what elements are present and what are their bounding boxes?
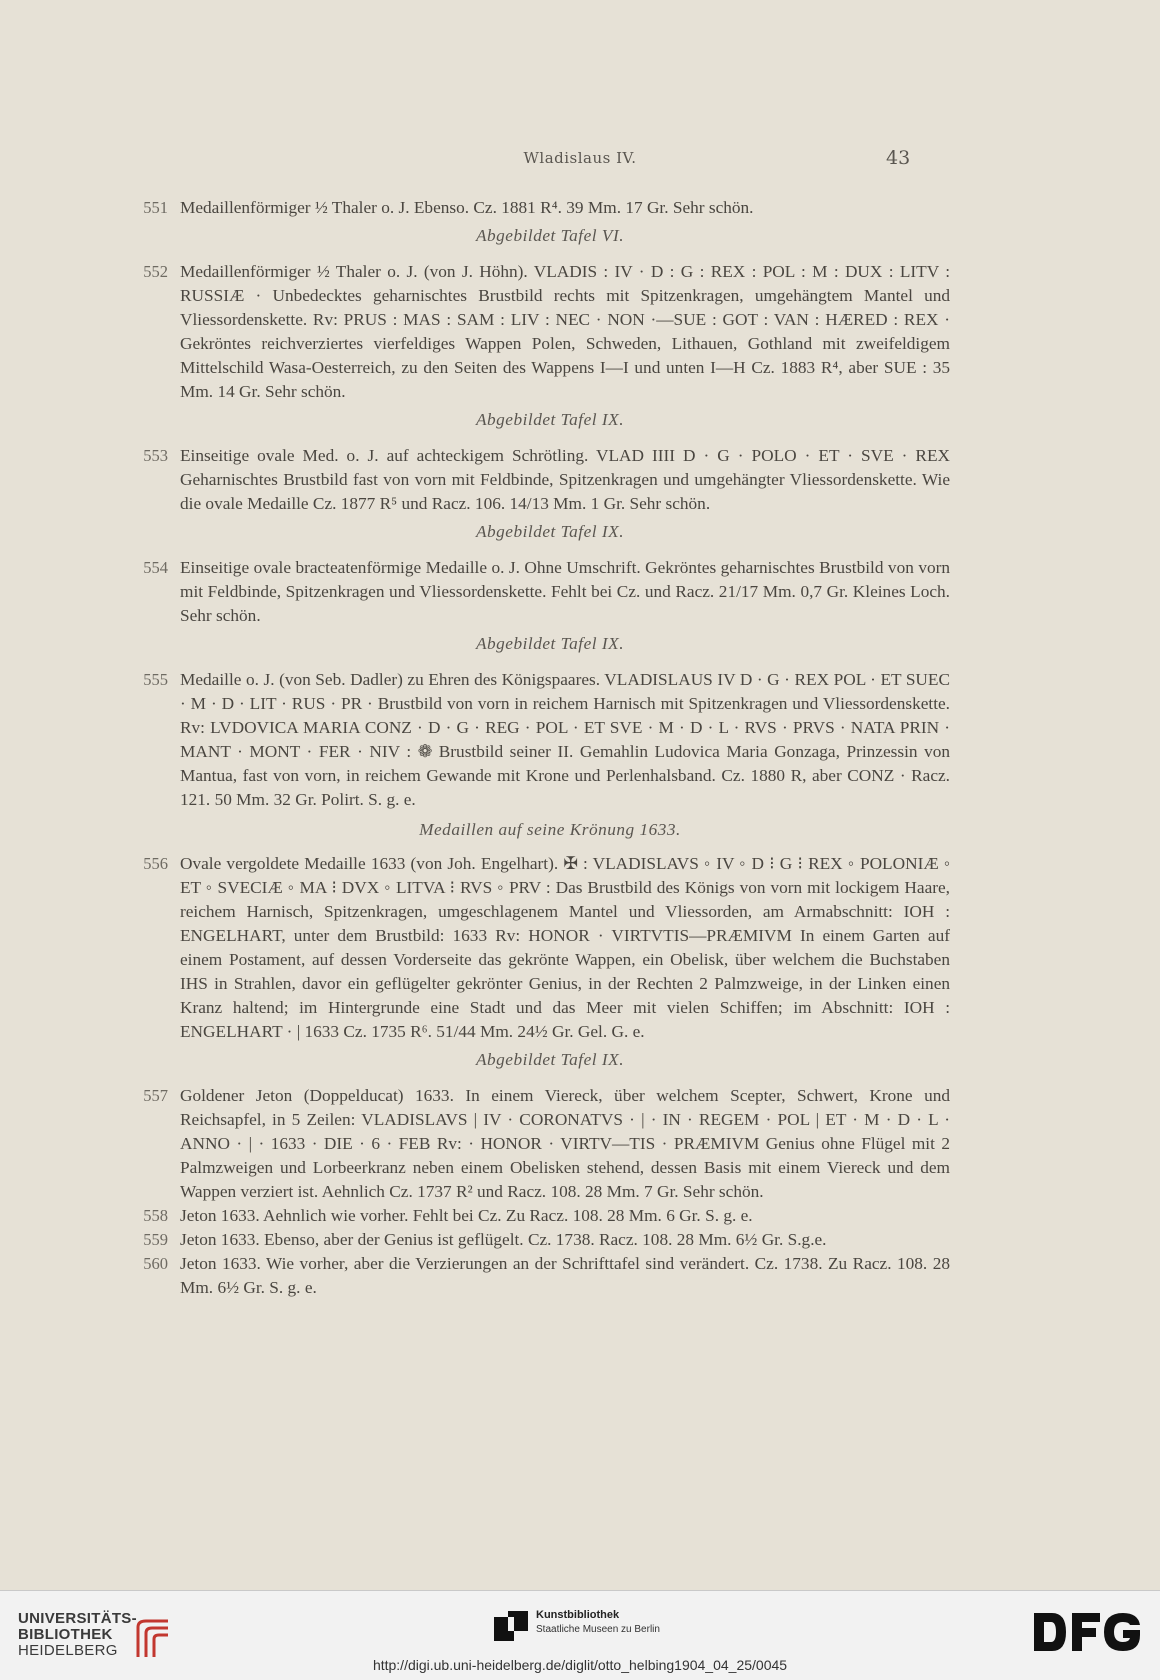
catalogue-entry	[110, 260, 950, 404]
kunstbibliothek-subtitle: Staatliche Museen zu Berlin	[536, 1624, 660, 1635]
catalogue-list	[110, 196, 950, 1300]
entry-number: 551	[143, 198, 168, 217]
plate-reference: Abgebildet Tafel IX.	[475, 634, 625, 653]
source-url-link[interactable]: http://digi.ub.uni-heidelberg.de/diglit/otto_helbing1904_04_25/0045	[372, 1657, 788, 1673]
plate-reference: Abgebildet Tafel IX.	[475, 1050, 625, 1069]
entry-text: Medaille o. J. (von Seb. Dadler) zu Ehren des Königspaares. VLADISLAUS IV D · G · REX POL · ET SUEC · M · D · LIT · RUS · PR · Brustbild von vorn in reichem Harnisch mit Spitzenkragen und Vliessordenskette. Rv: LVDOVICA MARIA CONZ · D · G · REG · POL · ET SVE · M · D · L · RVS · PRVS · NATA PRIN · MANT · MONT · FER · NIV : ❁ Brustbild seiner II. Gemahlin Ludovica Maria Gonzaga, Prinzessin von Mantua, fast von vorn, in reichem Gewande mit Krone und Perlenhalsband. Cz. 1880 R, aber CONZ · Racz. 121. 50 Mm. 32 Gr. Polirt. S. g. e.	[180, 670, 950, 809]
entry-number: 554	[143, 558, 168, 577]
catalogue-entry	[110, 668, 950, 812]
entry-number: 558	[143, 1206, 168, 1225]
kunstbibliothek-emblem-icon	[494, 1611, 528, 1641]
catalogue-entry	[110, 444, 950, 516]
page-number: 43	[886, 147, 911, 169]
entry-number: 552	[143, 262, 168, 281]
university-library-logo[interactable]	[18, 1611, 188, 1661]
entry-text: Goldener Jeton (Doppelducat) 1633. In einem Viereck, über welchem Scepter, Schwert, Krone und Reichsapfel, in 5 Zeilen: VLADISLAVS | IV · CORONATVS · | · IN · REGEM · POL | ET · M · D · L · ANNO · | · 1633 · DIE · 6 · FEB Rv: · HONOR · VIRTV—TIS · PRÆMIVM Genius ohne Flügel mit 2 Palmzweigen und Lorbeerkranz neben einem Obelisken stehend, dessen Basis mit einem Viereck und dem Wappen verziert ist. Aehnlich Cz. 1737 R² und Racz. 108. 28 Mm. 7 Gr. Sehr schön.	[180, 1086, 950, 1201]
entry-text: Jeton 1633. Wie vorher, aber die Verzierungen an der Schrifttafel sind verändert. Cz. 1738. Zu Racz. 108. 28 Mm. 6½ Gr. S. g. e.	[180, 1254, 950, 1297]
dfg-logo[interactable]	[1032, 1611, 1142, 1653]
plate-reference: Abgebildet Tafel IX.	[475, 410, 625, 429]
running-title: Wladislaus IV.	[523, 149, 637, 167]
entry-text: Jeton 1633. Aehnlich wie vorher. Fehlt bei Cz. Zu Racz. 108. 28 Mm. 6 Gr. S. g. e.	[180, 1206, 753, 1225]
ub-logo-line: UNIVERSITÄTS-	[18, 1610, 137, 1627]
entry-text: Einseitige ovale Med. o. J. auf achteckigem Schrötling. VLAD IIII D · G · POLO · ET · SVE · REX Geharnischtes Brustbild fast von vorn mit Feldbinde, Spitzenkragen und umgehängter Vliessordenskette. Wie die ovale Medaille Cz. 1877 R⁵ und Racz. 106. 14/13 Mm. 1 Gr. Sehr schön.	[180, 446, 950, 513]
entry-text: Ovale vergoldete Medaille 1633 (von Joh. Engelhart). ✠ : VLADISLAVS ◦ IV ◦ D ⁝ G ⁝ REX ◦ POLONIÆ ◦ ET ◦ SVECIÆ ◦ MA ⁝ DVX ◦ LITVA ⁝ RVS ◦ PRV : Das Brustbild des Königs von vorn mit lockigem Haare, reichem Harnisch, Spitzenkragen, umgeschlagenem Mantel und Vliessorden, am Armabschnitt: IOH : ENGELHART, unter dem Brustbild: 1633 Rv: HONOR · VIRTVTIS—PRÆMIVM In einem Garten auf einem Postament, auf dessen Vorderseite das gekrönte Wappen, ein Obelisk, über welchem die Buchstaben IHS in Strahlen, davor ein geflügelter gekrönter Genius, in der Rechten 2 Palmzweige, in der Linken einen Kranz haltend; im Hintergrunde eine Stadt und das Meer mit vielen Schiffen; im Abschnitt: IOH : ENGELHART · | 1633 Cz. 1735 R⁶. 51/44 Mm. 24½ Gr. Gel. G. e.	[180, 854, 950, 1041]
kunstbibliothek-name: Kunstbibliothek	[536, 1609, 620, 1621]
catalogue-entry	[110, 196, 950, 220]
catalogue-entry	[110, 1204, 950, 1228]
entry-text: Jeton 1633. Ebenso, aber der Genius ist geflügelt. Cz. 1738. Racz. 108. 28 Mm. 6½ Gr. S.g.e.	[180, 1230, 827, 1249]
section-heading: Medaillen auf seine Krönung 1633.	[419, 820, 681, 839]
plate-reference: Abgebildet Tafel VI.	[475, 226, 625, 245]
entry-text: Einseitige ovale bracteatenförmige Medaille o. J. Ohne Umschrift. Gekröntes geharnischtes Brustbild von vorn mit Feldbinde, Spitzenkragen und Vliessordenskette. Fehlt bei Cz. und Racz. 21/17 Mm. 0,7 Gr. Kleines Loch. Sehr schön.	[180, 558, 950, 625]
entry-number: 555	[143, 670, 168, 689]
entry-number: 559	[143, 1230, 168, 1249]
entry-number: 560	[143, 1254, 168, 1273]
entry-text: Medaillenförmiger ½ Thaler o. J. Ebenso. Cz. 1881 R⁴. 39 Mm. 17 Gr. Sehr schön.	[180, 198, 754, 217]
ub-emblem-icon	[134, 1617, 174, 1661]
plate-reference: Abgebildet Tafel IX.	[475, 522, 625, 541]
catalogue-entry	[110, 1228, 950, 1252]
entry-text: Medaillenförmiger ½ Thaler o. J. (von J. Höhn). VLADIS : IV · D : G : REX : POL : M : DUX : LITV : RUSSIÆ · Unbedecktes geharnischtes Brustbild rechts mit Spitzenkragen, umgehängtem Mantel und Vliessordenskette. Rv: PRUS : MAS : SAM : LIV : NEC · NON ·—SUE : GOT : VAN : HÆRED : REX · Gekröntes reichverziertes vierfeldiges Wappen Polen, Schweden, Lithauen, Gothland mit zweifeldigem Mittelschild Wasa-Oesterreich, zu den Seiten des Wappens I—I und unten I—H Cz. 1883 R⁴, aber SUE : 35 Mm. 14 Gr. Sehr schön.	[180, 262, 950, 401]
catalogue-entry	[110, 1252, 950, 1300]
catalogue-entry	[110, 852, 950, 1044]
entry-number: 557	[143, 1086, 168, 1105]
digitization-footer	[0, 1590, 1160, 1680]
ub-logo-line: HEIDELBERG	[18, 1642, 118, 1659]
entry-number: 553	[143, 446, 168, 465]
catalogue-entry	[110, 1084, 950, 1204]
page-header	[0, 147, 1160, 177]
ub-logo-line: BIBLIOTHEK	[18, 1626, 113, 1643]
entry-number: 556	[143, 854, 168, 873]
catalogue-entry	[110, 556, 950, 628]
